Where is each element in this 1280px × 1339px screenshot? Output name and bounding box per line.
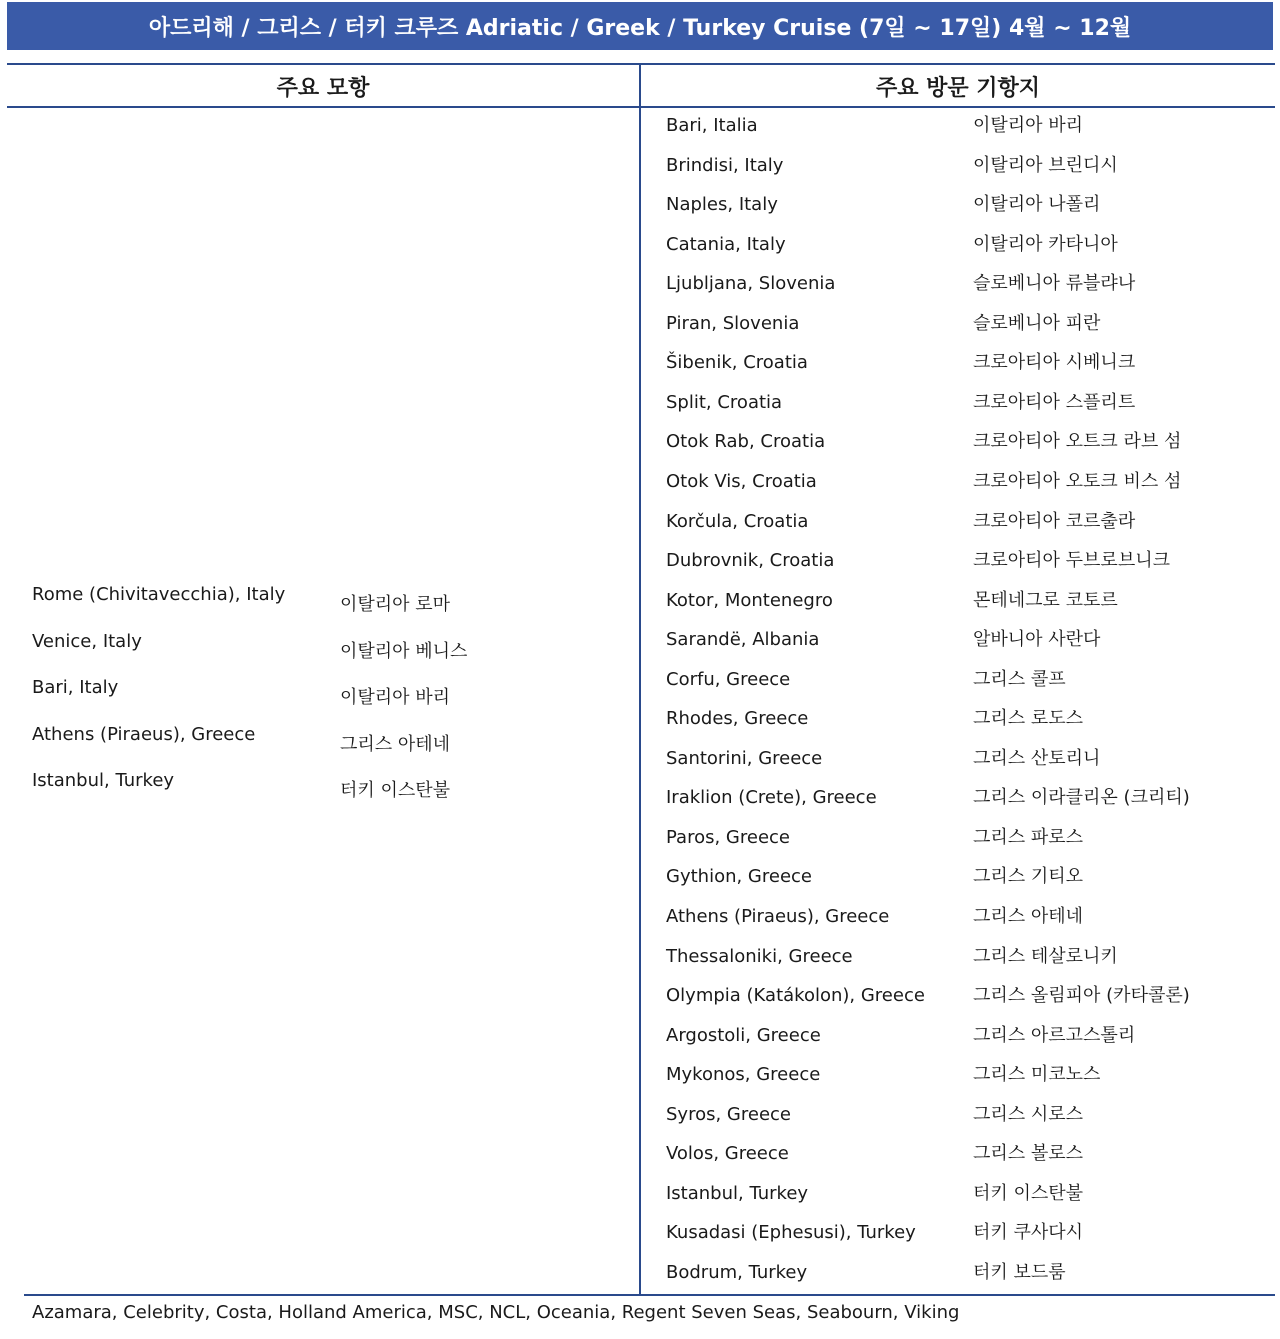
destination-en: Kotor, Montenegro — [666, 589, 833, 611]
destination-en: Sarandë, Albania — [666, 629, 820, 651]
table-top-rule — [7, 63, 1275, 65]
destination-en: Kusadasi (Ephesusi), Turkey — [666, 1222, 916, 1244]
destination-ko: 그리스 로도스 — [973, 708, 1084, 730]
destination-en: Thessaloniki, Greece — [666, 945, 853, 967]
destination-ko: 터키 쿠사다시 — [973, 1222, 1084, 1244]
home-port-en: Venice, Italy — [32, 630, 142, 652]
destination-ko: 그리스 아테네 — [973, 906, 1084, 927]
destination-ko: 크로아티아 코르출라 — [973, 510, 1136, 532]
destination-en: Bari, Italia — [666, 115, 758, 136]
destination-ko: 몬테네그로 코토르 — [973, 589, 1118, 611]
destination-en: Piran, Slovenia — [666, 312, 800, 334]
destination-ko: 크로아티아 스플리트 — [973, 391, 1136, 413]
destination-ko: 슬로베니아 류블랴나 — [973, 273, 1136, 295]
destination-en: Brindisi, Italy — [666, 154, 784, 176]
home-port-ko: 이탈리아 베니스 — [340, 640, 468, 662]
destination-en: Syros, Greece — [666, 1103, 791, 1125]
destination-en: Istanbul, Turkey — [666, 1182, 809, 1204]
destination-en: Corfu, Greece — [666, 668, 791, 690]
destination-en: Korčula, Croatia — [666, 510, 809, 532]
destination-ko: 그리스 산토리니 — [973, 747, 1101, 769]
home-port-en: Athens (Piraeus), Greece — [32, 723, 256, 745]
destination-ko: 슬로베니아 피란 — [973, 312, 1101, 334]
home-port-en: Istanbul, Turkey — [32, 770, 175, 792]
destination-ko: 그리스 기티오 — [973, 866, 1084, 888]
destination-ko: 그리스 올림피아 (카타콜론) — [973, 985, 1190, 1007]
destination-ko: 그리스 테살로니키 — [973, 945, 1118, 967]
destination-en: Athens (Piraeus), Greece — [666, 906, 890, 927]
home-port-ko: 그리스 아테네 — [340, 733, 451, 755]
table-bottom-rule — [24, 1294, 1275, 1296]
home-port-en: Bari, Italy — [32, 677, 119, 699]
page-title: 아드리해 / 그리스 / 터키 크루즈 Adriatic / Greek / Turkey Cruise (7일 ~ 17일) 4월 ~ 12월 — [7, 2, 1273, 50]
destination-en: Šibenik, Croatia — [666, 352, 808, 374]
destination-en: Iraklion (Crete), Greece — [666, 787, 877, 809]
cruise-lines: Azamara, Celebrity, Costa, Holland America, MSC, NCL, Oceania, Regent Seven Seas, Seabourn, Viking — [32, 1302, 960, 1323]
home-port-ko: 터키 이스탄불 — [340, 780, 451, 802]
header-bottom-rule — [7, 106, 1275, 108]
destination-ko: 그리스 콜프 — [973, 668, 1066, 690]
destination-en: Argostoli, Greece — [666, 1024, 821, 1046]
destination-en: Ljubljana, Slovenia — [666, 273, 836, 295]
header-destinations: 주요 방문 기항지 — [875, 75, 1041, 101]
column-divider — [639, 63, 641, 1295]
destination-en: Volos, Greece — [666, 1143, 789, 1165]
destination-ko: 이탈리아 나폴리 — [973, 194, 1101, 216]
destination-en: Mykonos, Greece — [666, 1064, 821, 1086]
destination-ko: 그리스 아르고스톨리 — [973, 1024, 1136, 1046]
destination-en: Naples, Italy — [666, 194, 778, 216]
destination-ko: 그리스 파로스 — [973, 826, 1084, 848]
destination-en: Santorini, Greece — [666, 747, 823, 769]
destination-en: Otok Rab, Croatia — [666, 431, 826, 453]
destination-ko: 크로아티아 두브로브니크 — [973, 550, 1170, 572]
destination-en: Catania, Italy — [666, 233, 786, 255]
destination-en: Dubrovnik, Croatia — [666, 550, 835, 572]
destination-en: Gythion, Greece — [666, 866, 813, 888]
destination-en: Olympia (Katákolon), Greece — [666, 985, 925, 1007]
destination-ko: 그리스 이라클리온 (크리티) — [973, 787, 1190, 809]
destination-ko: 알바니아 사란다 — [973, 629, 1101, 651]
destination-ko: 이탈리아 바리 — [973, 115, 1084, 136]
destination-ko: 이탈리아 카타니아 — [973, 233, 1118, 255]
destination-ko: 그리스 시로스 — [973, 1103, 1084, 1125]
destination-ko: 이탈리아 브린디시 — [973, 154, 1118, 176]
destination-ko: 크로아티아 시베니크 — [973, 352, 1136, 374]
home-port-en: Rome (Chivitavecchia), Italy — [32, 584, 286, 605]
destination-ko: 터키 이스탄불 — [973, 1182, 1084, 1204]
header-home-ports: 주요 모항 — [276, 75, 370, 101]
home-port-ko: 이탈리아 바리 — [340, 687, 451, 709]
destination-en: Split, Croatia — [666, 391, 783, 413]
destination-en: Bodrum, Turkey — [666, 1261, 808, 1283]
home-port-ko: 이탈리아 로마 — [340, 594, 451, 615]
destination-ko: 그리스 미코노스 — [973, 1064, 1101, 1086]
destination-en: Paros, Greece — [666, 826, 790, 848]
destination-ko: 터키 보드룸 — [973, 1261, 1066, 1283]
destination-en: Otok Vis, Croatia — [666, 470, 817, 492]
destination-ko: 크로아티아 오트크 라브 섬 — [973, 431, 1182, 453]
destination-en: Rhodes, Greece — [666, 708, 809, 730]
destination-ko: 그리스 볼로스 — [973, 1143, 1084, 1165]
destination-ko: 크로아티아 오토크 비스 섬 — [973, 470, 1182, 492]
